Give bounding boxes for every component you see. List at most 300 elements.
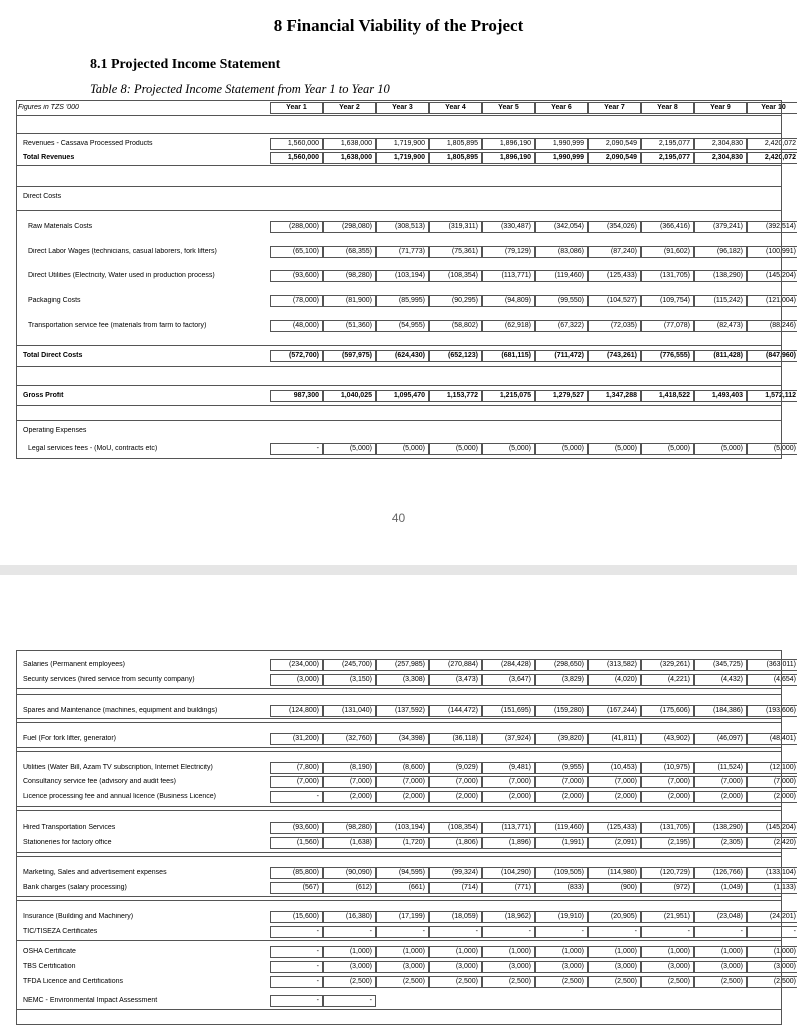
value-cell: 1,990,999: [535, 138, 588, 150]
table-row: [16, 867, 796, 879]
value-cell: (93,600): [270, 822, 323, 834]
table-rule: [16, 940, 782, 941]
table-row: [16, 882, 796, 894]
value-cell: (85,995): [376, 295, 429, 307]
value-cell: (342,054): [535, 221, 588, 233]
value-cell: (245,700): [323, 659, 376, 671]
value-cell: (48,401): [747, 733, 797, 745]
value-cell: (298,080): [323, 221, 376, 233]
value-cell: (319,311): [429, 221, 482, 233]
value-cell: (5,000): [376, 443, 429, 455]
table-row: [16, 837, 796, 849]
value-cell: (2,500): [482, 976, 535, 988]
table-row: [16, 961, 796, 973]
value-cell: (78,000): [270, 295, 323, 307]
value-cell: (572,700): [270, 350, 323, 362]
table-row: [16, 246, 796, 258]
value-cell: (7,000): [747, 776, 797, 788]
value-cell: 1,990,999: [535, 152, 588, 164]
table-rule: [16, 694, 782, 695]
value-cell: (681,115): [482, 350, 535, 362]
table-row: [16, 390, 796, 402]
value-cell: (2,500): [747, 976, 797, 988]
value-cell: -: [376, 926, 429, 938]
table-row: [16, 270, 796, 282]
year-header: Year 10: [747, 102, 797, 114]
value-cell: (3,000): [588, 961, 641, 973]
value-cell: (5,000): [323, 443, 376, 455]
value-cell: (16,380): [323, 911, 376, 923]
value-cell: (5,000): [429, 443, 482, 455]
table-border: [16, 100, 17, 459]
table-row: [16, 791, 796, 803]
value-cell: (1,000): [535, 946, 588, 958]
table-rule: [16, 856, 782, 857]
value-cell: (1,000): [694, 946, 747, 958]
value-cell: (1,000): [323, 946, 376, 958]
value-cell: 1,153,772: [429, 390, 482, 402]
table-border: [781, 100, 782, 459]
value-cell: (159,280): [535, 705, 588, 717]
value-cell: (714): [429, 882, 482, 894]
value-cell: (2,000): [376, 791, 429, 803]
value-cell: (2,500): [588, 976, 641, 988]
value-cell: (2,000): [747, 791, 797, 803]
value-cell: (133,104): [747, 867, 797, 879]
table-rule: [16, 806, 782, 807]
value-cell: (811,428): [694, 350, 747, 362]
value-cell: (131,705): [641, 822, 694, 834]
table-rule: [16, 210, 782, 211]
table-rule: [16, 751, 782, 752]
value-cell: (94,595): [376, 867, 429, 879]
value-cell: (2,091): [588, 837, 641, 849]
value-cell: (2,195): [641, 837, 694, 849]
row-label: Consultancy service fee (advisory and audit fees): [23, 778, 176, 785]
value-cell: (3,000): [376, 961, 429, 973]
value-cell: (284,428): [482, 659, 535, 671]
value-cell: (124,800): [270, 705, 323, 717]
table-rule: [16, 747, 782, 748]
table-rule: [16, 900, 782, 901]
value-cell: (847,960): [747, 350, 797, 362]
value-cell: (597,975): [323, 350, 376, 362]
table-row: [16, 926, 796, 938]
value-cell: (771): [482, 882, 535, 894]
value-cell: (108,354): [429, 270, 482, 282]
table-row: [16, 976, 796, 988]
value-cell: (131,705): [641, 270, 694, 282]
row-label: Utilities (Water Bill, Azam TV subscription, Internet Electricity): [23, 764, 213, 771]
value-cell: (193,606): [747, 705, 797, 717]
value-cell: (71,773): [376, 246, 429, 258]
value-cell: 1,572,112: [747, 390, 797, 402]
value-cell: (661): [376, 882, 429, 894]
subsection-heading: 8.1 Projected Income Statement: [90, 57, 281, 72]
value-cell: (298,650): [535, 659, 588, 671]
value-cell: (8,600): [376, 762, 429, 774]
value-cell: (2,500): [694, 976, 747, 988]
value-cell: 2,090,549: [588, 152, 641, 164]
value-cell: 1,896,190: [482, 138, 535, 150]
value-cell: (79,129): [482, 246, 535, 258]
value-cell: (9,481): [482, 762, 535, 774]
value-cell: (81,900): [323, 295, 376, 307]
value-cell: (113,771): [482, 822, 535, 834]
value-cell: 2,195,077: [641, 152, 694, 164]
table-row: [16, 659, 796, 671]
value-cell: 2,090,549: [588, 138, 641, 150]
value-cell: (58,802): [429, 320, 482, 332]
value-cell: (115,242): [694, 295, 747, 307]
value-cell: (83,086): [535, 246, 588, 258]
value-cell: (7,000): [376, 776, 429, 788]
value-cell: (65,100): [270, 246, 323, 258]
value-cell: 1,095,470: [376, 390, 429, 402]
value-cell: (137,592): [376, 705, 429, 717]
table-row: [16, 946, 796, 958]
value-cell: -: [641, 926, 694, 938]
year-header: Year 6: [535, 102, 588, 114]
value-cell: -: [270, 961, 323, 973]
value-cell: (900): [588, 882, 641, 894]
value-cell: (288,000): [270, 221, 323, 233]
value-cell: (5,000): [641, 443, 694, 455]
value-cell: (99,550): [535, 295, 588, 307]
value-cell: (313,582): [588, 659, 641, 671]
value-cell: 1,805,895: [429, 152, 482, 164]
value-cell: (93,600): [270, 270, 323, 282]
row-label: Direct Labor Wages (technicians, casual laborers, fork lifters): [28, 248, 217, 255]
value-cell: (68,355): [323, 246, 376, 258]
year-header: Year 3: [376, 102, 429, 114]
table-rule: [16, 458, 782, 459]
value-cell: (624,430): [376, 350, 429, 362]
table-row: [16, 822, 796, 834]
value-cell: 1,560,000: [270, 138, 323, 150]
value-cell: (109,754): [641, 295, 694, 307]
value-cell: (4,432): [694, 674, 747, 686]
value-cell: (743,261): [588, 350, 641, 362]
row-label: Total Revenues: [23, 154, 75, 161]
value-cell: (167,244): [588, 705, 641, 717]
table-row: [16, 443, 796, 455]
value-cell: (1,720): [376, 837, 429, 849]
value-cell: -: [270, 926, 323, 938]
table-rule: [16, 1009, 782, 1010]
table-row: [16, 191, 782, 203]
value-cell: (103,194): [376, 270, 429, 282]
value-cell: (1,638): [323, 837, 376, 849]
value-cell: (3,150): [323, 674, 376, 686]
value-cell: (99,324): [429, 867, 482, 879]
value-cell: (2,500): [535, 976, 588, 988]
value-cell: (2,000): [694, 791, 747, 803]
value-cell: 1,347,288: [588, 390, 641, 402]
value-cell: (82,473): [694, 320, 747, 332]
value-cell: (48,000): [270, 320, 323, 332]
value-cell: 1,215,075: [482, 390, 535, 402]
value-cell: (119,460): [535, 822, 588, 834]
value-cell: (108,354): [429, 822, 482, 834]
row-label: NEMC - Environmental Impact Assessment: [23, 997, 158, 1004]
value-cell: 1,638,000: [323, 138, 376, 150]
value-cell: (379,241): [694, 221, 747, 233]
value-cell: (109,505): [535, 867, 588, 879]
table-rule: [16, 420, 782, 421]
value-cell: -: [694, 926, 747, 938]
value-cell: (9,955): [535, 762, 588, 774]
value-cell: (5,000): [482, 443, 535, 455]
value-cell: (234,000): [270, 659, 323, 671]
value-cell: (652,123): [429, 350, 482, 362]
document-page-2: [0, 575, 797, 1024]
value-cell: (5,000): [535, 443, 588, 455]
value-cell: (90,090): [323, 867, 376, 879]
value-cell: -: [323, 926, 376, 938]
value-cell: (184,386): [694, 705, 747, 717]
row-label: TFDA Licence and Certifications: [23, 978, 123, 985]
value-cell: (126,766): [694, 867, 747, 879]
value-cell: -: [747, 926, 797, 938]
year-header: Year 8: [641, 102, 694, 114]
value-cell: (113,771): [482, 270, 535, 282]
year-header: Year 2: [323, 102, 376, 114]
value-cell: (2,000): [535, 791, 588, 803]
value-cell: (1,049): [694, 882, 747, 894]
value-cell: (2,000): [429, 791, 482, 803]
value-cell: (138,290): [694, 822, 747, 834]
table-row: [16, 295, 796, 307]
row-label: Direct Utilities (Electricity, Water used in production process): [28, 272, 215, 279]
value-cell: (3,000): [641, 961, 694, 973]
value-cell: (121,004): [747, 295, 797, 307]
value-cell: (119,460): [535, 270, 588, 282]
value-cell: (77,078): [641, 320, 694, 332]
row-label: Stationeries for factory office: [23, 839, 112, 846]
row-label: Hired Transportation Services: [23, 824, 116, 831]
value-cell: 2,420,072: [747, 138, 797, 150]
value-cell: (88,246): [747, 320, 797, 332]
table-row: [16, 705, 796, 717]
value-cell: (7,000): [588, 776, 641, 788]
value-cell: -: [482, 926, 535, 938]
value-cell: (7,800): [270, 762, 323, 774]
value-cell: (138,290): [694, 270, 747, 282]
value-cell: (12,100): [747, 762, 797, 774]
value-cell: (3,829): [535, 674, 588, 686]
value-cell: (1,991): [535, 837, 588, 849]
value-cell: (1,806): [429, 837, 482, 849]
value-cell: -: [270, 946, 323, 958]
table-rule: [16, 852, 782, 853]
value-cell: (329,261): [641, 659, 694, 671]
value-cell: (131,040): [323, 705, 376, 717]
value-cell: (2,000): [323, 791, 376, 803]
row-label: Insurance (Building and Machinery): [23, 913, 134, 920]
value-cell: (18,059): [429, 911, 482, 923]
year-header: Year 7: [588, 102, 641, 114]
value-cell: (31,200): [270, 733, 323, 745]
value-cell: (4,654): [747, 674, 797, 686]
value-cell: (125,433): [588, 270, 641, 282]
value-cell: (98,280): [323, 270, 376, 282]
value-cell: 987,300: [270, 390, 323, 402]
table-rule: [16, 896, 782, 897]
value-cell: (3,000): [482, 961, 535, 973]
value-cell: (1,000): [588, 946, 641, 958]
value-cell: (2,500): [376, 976, 429, 988]
row-label: Bank charges (salary processing): [23, 884, 127, 891]
row-label: Total Direct Costs: [23, 352, 83, 359]
table-row: [16, 350, 796, 362]
value-cell: (4,221): [641, 674, 694, 686]
value-cell: -: [429, 926, 482, 938]
table-rule: [16, 385, 782, 386]
value-cell: (330,487): [482, 221, 535, 233]
table-border: [781, 650, 782, 1025]
value-cell: -: [535, 926, 588, 938]
value-cell: 1,719,900: [376, 152, 429, 164]
value-cell: (257,985): [376, 659, 429, 671]
value-cell: 1,719,900: [376, 138, 429, 150]
table-row: [16, 138, 796, 150]
table-rule: [16, 810, 782, 811]
value-cell: (104,290): [482, 867, 535, 879]
value-cell: (3,000): [747, 961, 797, 973]
value-cell: (23,048): [694, 911, 747, 923]
value-cell: (54,955): [376, 320, 429, 332]
row-label: OSHA Certificate: [23, 948, 76, 955]
value-cell: (24,201): [747, 911, 797, 923]
year-header: Year 5: [482, 102, 535, 114]
value-cell: (972): [641, 882, 694, 894]
value-cell: 1,560,000: [270, 152, 323, 164]
value-cell: (776,555): [641, 350, 694, 362]
value-cell: (104,527): [588, 295, 641, 307]
value-cell: (120,729): [641, 867, 694, 879]
value-cell: (3,000): [535, 961, 588, 973]
value-cell: (1,560): [270, 837, 323, 849]
value-cell: (7,000): [270, 776, 323, 788]
value-cell: (2,420): [747, 837, 797, 849]
row-label: Spares and Maintenance (machines, equipment and buildings): [23, 707, 218, 714]
table-row: [16, 152, 796, 164]
value-cell: (41,811): [588, 733, 641, 745]
value-cell: (114,980): [588, 867, 641, 879]
value-cell: 1,896,190: [482, 152, 535, 164]
figures-unit-label: Figures in TZS '000: [18, 104, 79, 111]
row-label: Fuel (For fork lifter, generator): [23, 735, 116, 742]
value-cell: -: [270, 976, 323, 988]
value-cell: 1,279,527: [535, 390, 588, 402]
page-number: 40: [391, 511, 406, 525]
value-cell: (17,199): [376, 911, 429, 923]
value-cell: (2,000): [641, 791, 694, 803]
value-cell: (36,118): [429, 733, 482, 745]
value-cell: (145,204): [747, 822, 797, 834]
value-cell: (21,951): [641, 911, 694, 923]
value-cell: (2,305): [694, 837, 747, 849]
value-cell: (125,433): [588, 822, 641, 834]
value-cell: (308,513): [376, 221, 429, 233]
table-row: [16, 762, 796, 774]
value-cell: (43,902): [641, 733, 694, 745]
value-cell: (1,000): [641, 946, 694, 958]
value-cell: (145,204): [747, 270, 797, 282]
value-cell: (7,000): [694, 776, 747, 788]
value-cell: (8,190): [323, 762, 376, 774]
value-cell: (85,800): [270, 867, 323, 879]
value-cell: (7,000): [641, 776, 694, 788]
value-cell: (7,000): [482, 776, 535, 788]
value-cell: (90,295): [429, 295, 482, 307]
value-cell: (392,514): [747, 221, 797, 233]
table-row: [16, 221, 796, 233]
value-cell: (37,924): [482, 733, 535, 745]
row-label: Legal services fees - (MoU, contracts etc): [28, 445, 158, 452]
table-border: [16, 650, 17, 1025]
value-cell: (1,000): [747, 946, 797, 958]
table-rule: [16, 650, 782, 651]
row-label: Operating Expenses: [23, 427, 87, 434]
value-cell: (1,133): [747, 882, 797, 894]
row-label: Salaries (Permanent employees): [23, 661, 125, 668]
value-cell: -: [270, 443, 323, 455]
value-cell: (39,820): [535, 733, 588, 745]
value-cell: (175,606): [641, 705, 694, 717]
row-label: Packaging Costs: [28, 297, 81, 304]
table-rule: [16, 718, 782, 719]
row-label: Licence processing fee and annual licence (Business Licence): [23, 793, 217, 800]
table-row: [16, 102, 786, 114]
table-rule: [16, 366, 782, 367]
value-cell: (2,000): [482, 791, 535, 803]
value-cell: -: [270, 791, 323, 803]
value-cell: (2,000): [588, 791, 641, 803]
table-row: [16, 911, 796, 923]
value-cell: 1,418,522: [641, 390, 694, 402]
row-label: Revenues - Cassava Processed Products: [23, 140, 153, 147]
table-rule: [16, 100, 782, 101]
value-cell: (87,240): [588, 246, 641, 258]
value-cell: (3,647): [482, 674, 535, 686]
value-cell: (75,361): [429, 246, 482, 258]
value-cell: (100,991): [747, 246, 797, 258]
value-cell: (2,500): [323, 976, 376, 988]
value-cell: (18,962): [482, 911, 535, 923]
row-label: TIC/TISEZA Certificates: [23, 928, 98, 935]
value-cell: (94,809): [482, 295, 535, 307]
value-cell: (7,000): [535, 776, 588, 788]
value-cell: 2,304,830: [694, 138, 747, 150]
value-cell: (32,760): [323, 733, 376, 745]
value-cell: (354,026): [588, 221, 641, 233]
value-cell: (11,524): [694, 762, 747, 774]
table-rule: [16, 133, 782, 134]
value-cell: (98,280): [323, 822, 376, 834]
row-label: Direct Costs: [23, 193, 62, 200]
value-cell: (2,500): [641, 976, 694, 988]
year-header: Year 1: [270, 102, 323, 114]
value-cell: (567): [270, 882, 323, 894]
value-cell: (612): [323, 882, 376, 894]
table-caption: Table 8: Projected Income Statement from Year 1 to Year 10: [90, 82, 390, 96]
value-cell: (833): [535, 882, 588, 894]
table-rule: [16, 115, 782, 116]
page-gap: [0, 565, 797, 575]
value-cell: (96,182): [694, 246, 747, 258]
